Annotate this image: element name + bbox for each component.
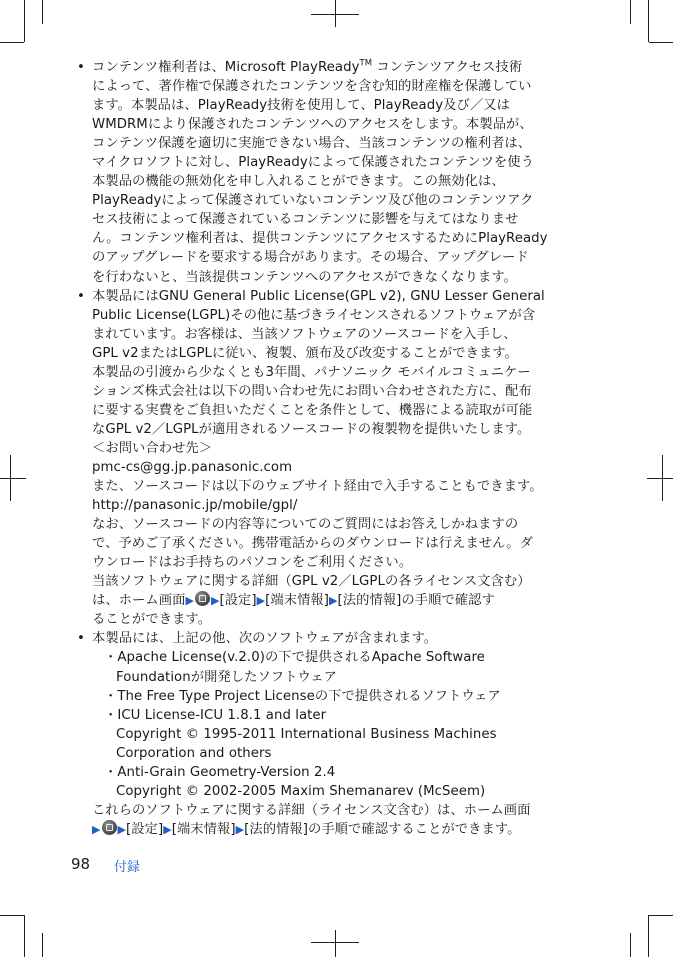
bullet-dot: • bbox=[77, 631, 85, 647]
list-item: ・ICU License-ICU 1.8.1 and later bbox=[104, 707, 327, 723]
page-footer bbox=[71, 855, 141, 875]
section-label: 付録 bbox=[114, 860, 141, 875]
arrow-right-icon: ▶ bbox=[210, 594, 220, 608]
bullet-dot: • bbox=[77, 288, 85, 304]
gpl-url[interactable]: http://panasonic.jp/mobile/gpl/ bbox=[92, 498, 298, 514]
contact-email[interactable]: pmc-cs@gg.jp.panasonic.com bbox=[92, 459, 293, 475]
list-item: ・Apache License(v.2.0)の下で提供されるApache Software bbox=[104, 650, 485, 666]
page-number: 98 bbox=[71, 855, 91, 873]
arrow-right-icon: ▶ bbox=[92, 822, 101, 836]
list-item: ・Anti-Grain Geometry-Version 2.4 bbox=[104, 764, 336, 780]
apps-icon bbox=[195, 591, 210, 606]
arrow-right-icon: ▶ bbox=[163, 822, 172, 836]
navigation-path: ▶ ▶[設定]▶[端末情報]▶[法的情報]の手順で確認することができます。 bbox=[92, 821, 521, 837]
arrow-right-icon: ▶ bbox=[235, 822, 245, 836]
arrow-right-icon: ▶ bbox=[256, 594, 266, 608]
menu-device-info: [端末情報] bbox=[265, 593, 330, 609]
menu-settings: [設定] bbox=[219, 593, 257, 609]
menu-legal-info: [法的情報] bbox=[244, 821, 308, 837]
menu-device-info: [端末情報] bbox=[171, 821, 236, 837]
menu-legal-info: [法的情報] bbox=[337, 593, 402, 609]
paragraph-other-software: • 本製品には、上記の他、次のソフトウェアが含まれます。 ・Apache License(v.2.0)の下で提供されるApache Software Foundationが開発したソフトウェア ・The Free Type Project Licenseの下で提供されるソフトウェア ・ICU License-ICU 1.8.1 and later Copyright © 1995-2011 International Business Machines Corporation and others ・Anti-Grain Geometry-Version 2.4 Copyright © 2002-2005 Maxim Shemanarev (McSeem) これらのソフトウェアに関する詳細（ライセンス文含む）は、ホーム画面 ▶ ▶[設定]▶[端末情報]▶[法的情報]の手順で確認することができます。 bbox=[64, 629, 578, 839]
apps-icon bbox=[102, 820, 117, 835]
bullet-dot: • bbox=[77, 60, 85, 75]
document-body bbox=[64, 58, 578, 839]
paragraph-playready: • コンテンツ権利者は、Microsoft PlayReady™ コンテンツアクセス技術 によって、著作権で保護されたコンテンツを含む知的財産権を保護してい ます。本製品は、PlayReady技術を使用して、PlayReady及び／又は WMDRMにより保護されたコンテンツへのアクセスをします。本製品が、 コンテンツ保護を適切に実施できない場合、当該コンテンツの権利者は、 マイクロソフトに対し、PlayReadyによって保護されたコンテンツを使う 本製品の機能の無効化を申し入れることができます。この無効化は、 PlayReadyによって保護されていないコンテンツ及び他のコンテンツアク セス技術によって保護されているコンテンツに影響を与えてはなりませ ん。コンテンツ権利者は、提供コンテンツにアクセスするためにPlayReady のアップグレードを要求する場合があります。その場合、アップグレード を行わないと、当該提供コンテンツへのアクセスができなくなります。 bbox=[64, 58, 578, 287]
trademark-sup: TM bbox=[359, 58, 373, 69]
paragraph-gpl: • 本製品にはGNU General Public License(GPL v2), GNU Lesser General Public License(LGPL)その他に基づきライセンスされるソフトウェアが含 まれています。お客様は、当該ソフトウェアのソースコードを入手し、 GPL v2またはLGPLに従い、複製、頒布及び改変することができます。 本製品の引渡から少なくとも3年間、パナソニック モバイルコミュニケー ションズ株式会社は以下の問い合わせ先にお問い合わせされた方に、配布 に要する実費をご負担いただくことを条件として、機器による読取が可能 なGPL v2／LGPLが適用されるソースコードの複製物を提供いたします。 ＜お問い合わせ先＞ pmc-cs@gg.jp.panasonic.com また、ソースコードは以下のウェブサイト経由で入手することもできます。 http://panasonic.jp/mobile/gpl/ なお、ソースコードの内容等についてのご質問にはお答えしかねますの で、予めご了承ください。携帯電話からのダウンロードは行えません。ダ ウンロードはお手持ちのパソコンをご利用ください。 当該ソフトウェアに関する詳細（GPL v2／LGPLの各ライセンス文含む） は、ホーム画面▶ ▶[設定]▶[端末情報]▶[法的情報]の手順で確認す ることができます。 bbox=[64, 287, 578, 630]
contact-heading: ＜お問い合わせ先＞ bbox=[92, 440, 213, 456]
arrow-right-icon: ▶ bbox=[329, 594, 338, 608]
menu-settings: [設定] bbox=[126, 821, 164, 837]
navigation-path: は、ホーム画面▶ ▶[設定]▶[端末情報]▶[法的情報]の手順で確認す bbox=[92, 593, 495, 609]
arrow-right-icon: ▶ bbox=[117, 822, 127, 836]
list-item: ・The Free Type Project Licenseの下で提供されるソフトウェア bbox=[104, 688, 501, 704]
arrow-right-icon: ▶ bbox=[185, 594, 194, 608]
